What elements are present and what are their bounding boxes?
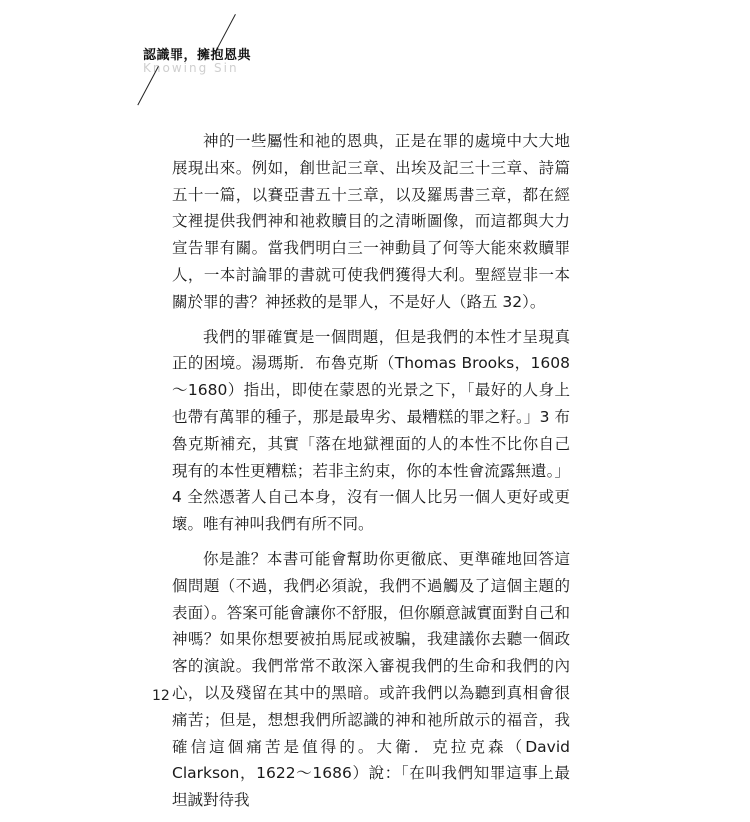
running-header-subtitle: Knowing Sin bbox=[143, 61, 239, 75]
paragraph-1: 神的一些屬性和祂的恩典，正是在罪的處境中大大地展現出來。例如，創世記三章、出埃及記三十三章、詩篇五十一篇，以賽亞書五十三章，以及羅馬書三章，都在經文裡提供我們神和祂救贖目的之清晰圖像，而這都與大力宣告罪有關。當我們明白三一神動員了何等大能來救贖罪人，一本討論罪的書就可使我們獲得大利。聖經豈非一本關於罪的書？神拯救的是罪人，不是好人（路五 32）。 bbox=[172, 132, 570, 311]
paragraph-3: 你是誰？本書可能會幫助你更徹底、更準確地回答這個問題（不過，我們必須說，我們不過觸及了這個主題的表面）。答案可能會讓你不舒服，但你願意誠實面對自己和神嗎？如果你想要被拍馬屁或被騙，我建議你去聽一個政客的演說。我們常常不敢深入審視我們的生命和我們的內心，以及殘留在其中的黑暗。或許我們以為聽到真相會很痛苦；但是，想想我們所認識的神和祂所啟示的福音，我確信這個痛苦是值得的。大衛．克拉克森（David Clarkson，1622～1686）說：「在叫我們知罪這事上最坦誠對待我 bbox=[172, 549, 570, 810]
running-header-title: 認識罪，擁抱恩典 bbox=[143, 48, 252, 63]
page-number: 12 bbox=[152, 688, 170, 704]
body-text bbox=[172, 128, 570, 822]
paragraph-2: 我們的罪確實是一個問題，但是我們的本性才呈現真正的困境。湯瑪斯．布魯克斯（Thomas Brooks，1608～1680）指出，即使在蒙恩的光景之下，「最好的人身上也帶有萬罪的種子，那是最卑劣、最糟糕的罪之籽。」3 布魯克斯補充，其實「落在地獄裡面的人的本性不比你自己現有的本性更糟糕；若非主約束，你的本性會流露無遺。」4 全然憑著人自己本身，沒有一個人比另一個人更好或更壞。唯有神叫我們有所不同。 bbox=[172, 327, 570, 534]
